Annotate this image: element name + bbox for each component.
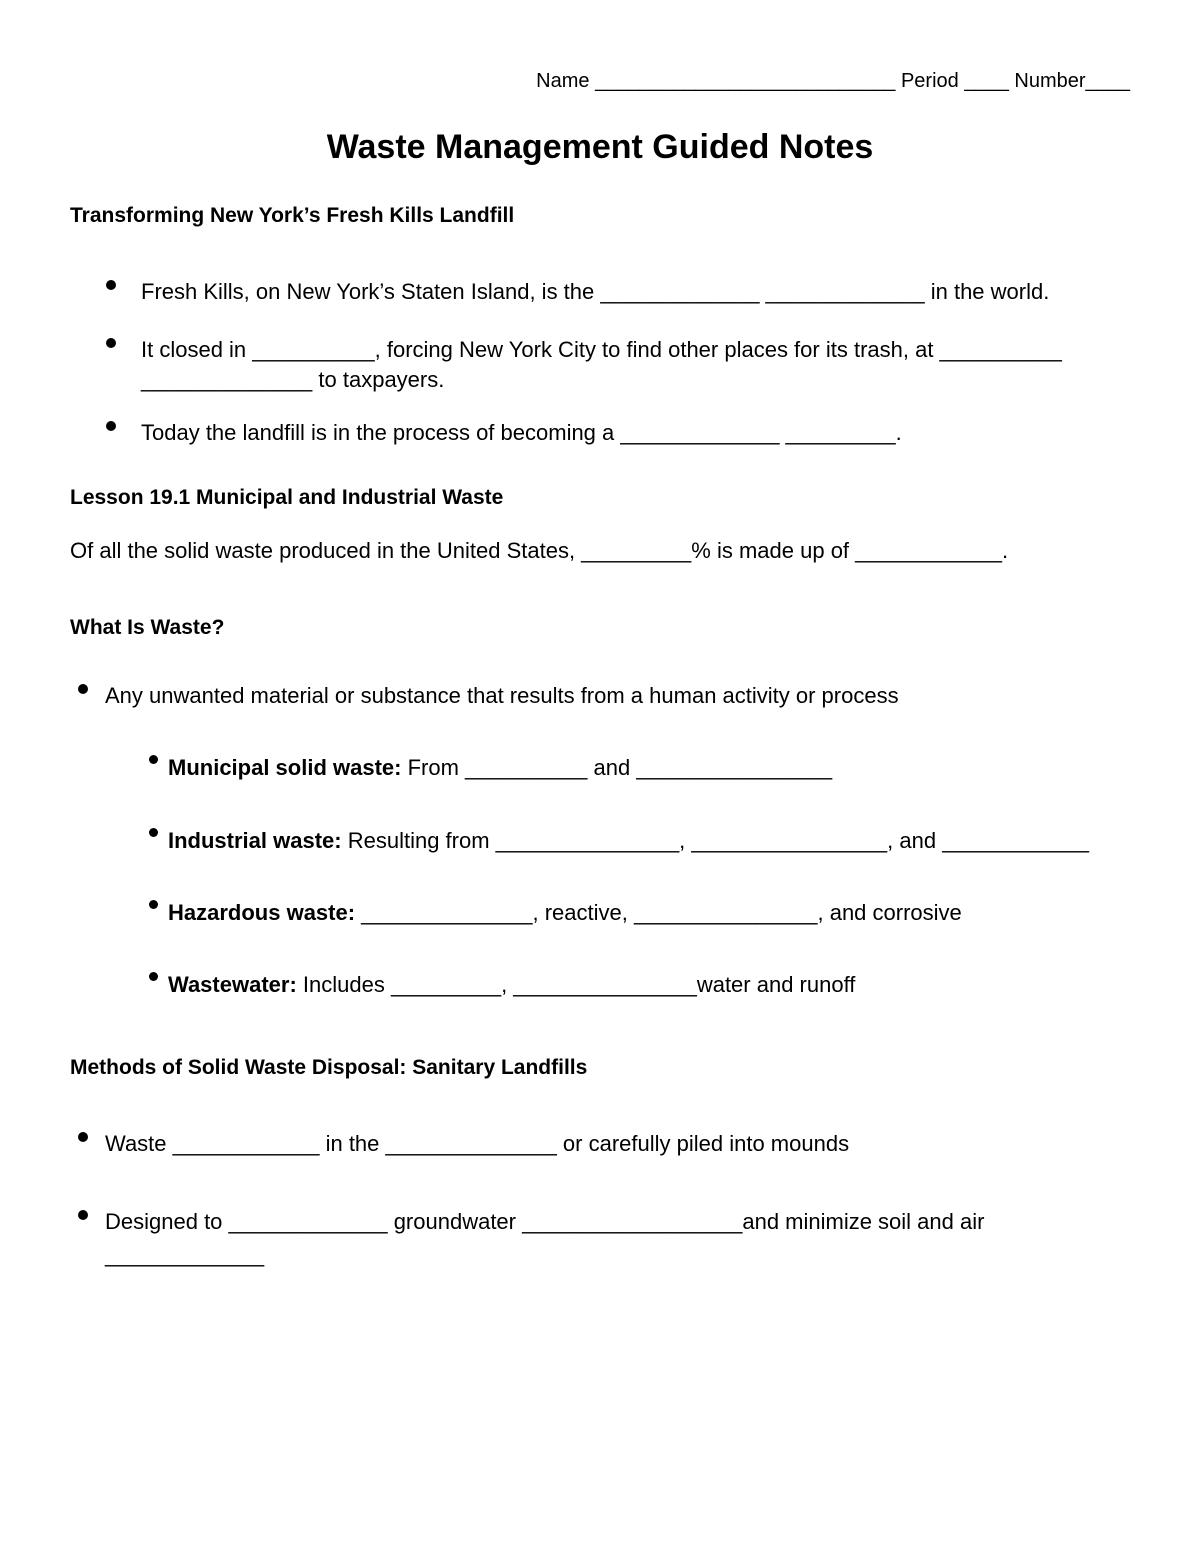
page-title: Waste Management Guided Notes bbox=[326, 128, 874, 166]
bullet-icon bbox=[78, 684, 88, 694]
section-heading-sanitary-landfills: Methods of Solid Waste Disposal: Sanitary Landfills bbox=[70, 1056, 588, 1079]
section-heading-fresh-kills: Transforming New York’s Fresh Kills Landfill bbox=[70, 204, 515, 227]
sub-bullet-industrial bbox=[168, 828, 1089, 854]
bullet-icon bbox=[106, 421, 116, 431]
bullet-closed-line2: ______________ to taxpayers. bbox=[141, 367, 445, 392]
text-industrial: Resulting from _______________, ________________, and ____________ bbox=[341, 828, 1090, 853]
bullet-closed-line1: It closed in __________, forcing New York City to find other places for its trash, at __________ bbox=[141, 337, 1062, 362]
sub-bullet-icon bbox=[149, 900, 158, 909]
sub-bullet-icon bbox=[149, 828, 158, 837]
text-hazardous: ______________, reactive, _______________, and corrosive bbox=[355, 900, 962, 925]
section-heading-what-is-waste: What Is Waste? bbox=[70, 616, 225, 639]
solid-waste-paragraph: Of all the solid waste produced in the United States, _________% is made up of ____________. bbox=[70, 538, 1009, 563]
term-hazardous: Hazardous waste: bbox=[168, 900, 356, 925]
sub-bullet-icon bbox=[149, 755, 158, 764]
sub-bullet-municipal bbox=[168, 755, 832, 781]
bullet-icon bbox=[78, 1132, 88, 1142]
bullet-designed-to-line2: _____________ bbox=[105, 1242, 265, 1267]
term-wastewater: Wastewater: bbox=[168, 972, 297, 997]
term-municipal: Municipal solid waste: bbox=[168, 755, 402, 780]
text-municipal: From __________ and ________________ bbox=[401, 755, 833, 780]
bullet-designed-to-line1: Designed to _____________ groundwater __________________and minimize soil and air bbox=[105, 1209, 985, 1234]
section-heading-lesson-19-1: Lesson 19.1 Municipal and Industrial Waste bbox=[70, 486, 504, 509]
name-period-number-line: Name ___________________________ Period ____ Number____ bbox=[536, 70, 1130, 92]
bullet-waste-definition: Any unwanted material or substance that results from a human activity or process bbox=[105, 683, 899, 708]
sub-bullet-hazardous bbox=[168, 900, 962, 926]
term-industrial: Industrial waste: bbox=[168, 828, 342, 853]
bullet-icon bbox=[106, 338, 116, 348]
bullet-waste-placed: Waste ____________ in the ______________ or carefully piled into mounds bbox=[105, 1131, 850, 1156]
sub-bullet-icon bbox=[149, 972, 158, 981]
bullet-icon bbox=[106, 280, 116, 290]
text-wastewater: Includes _________, _______________water and runoff bbox=[296, 972, 856, 997]
sub-bullet-wastewater bbox=[168, 972, 855, 998]
bullet-fresh-kills-largest: Fresh Kills, on New York’s Staten Island, is the _____________ _____________ in the world. bbox=[141, 279, 1050, 304]
bullet-landfill-becoming: Today the landfill is in the process of becoming a _____________ _________. bbox=[141, 420, 902, 445]
bullet-icon bbox=[78, 1210, 88, 1220]
